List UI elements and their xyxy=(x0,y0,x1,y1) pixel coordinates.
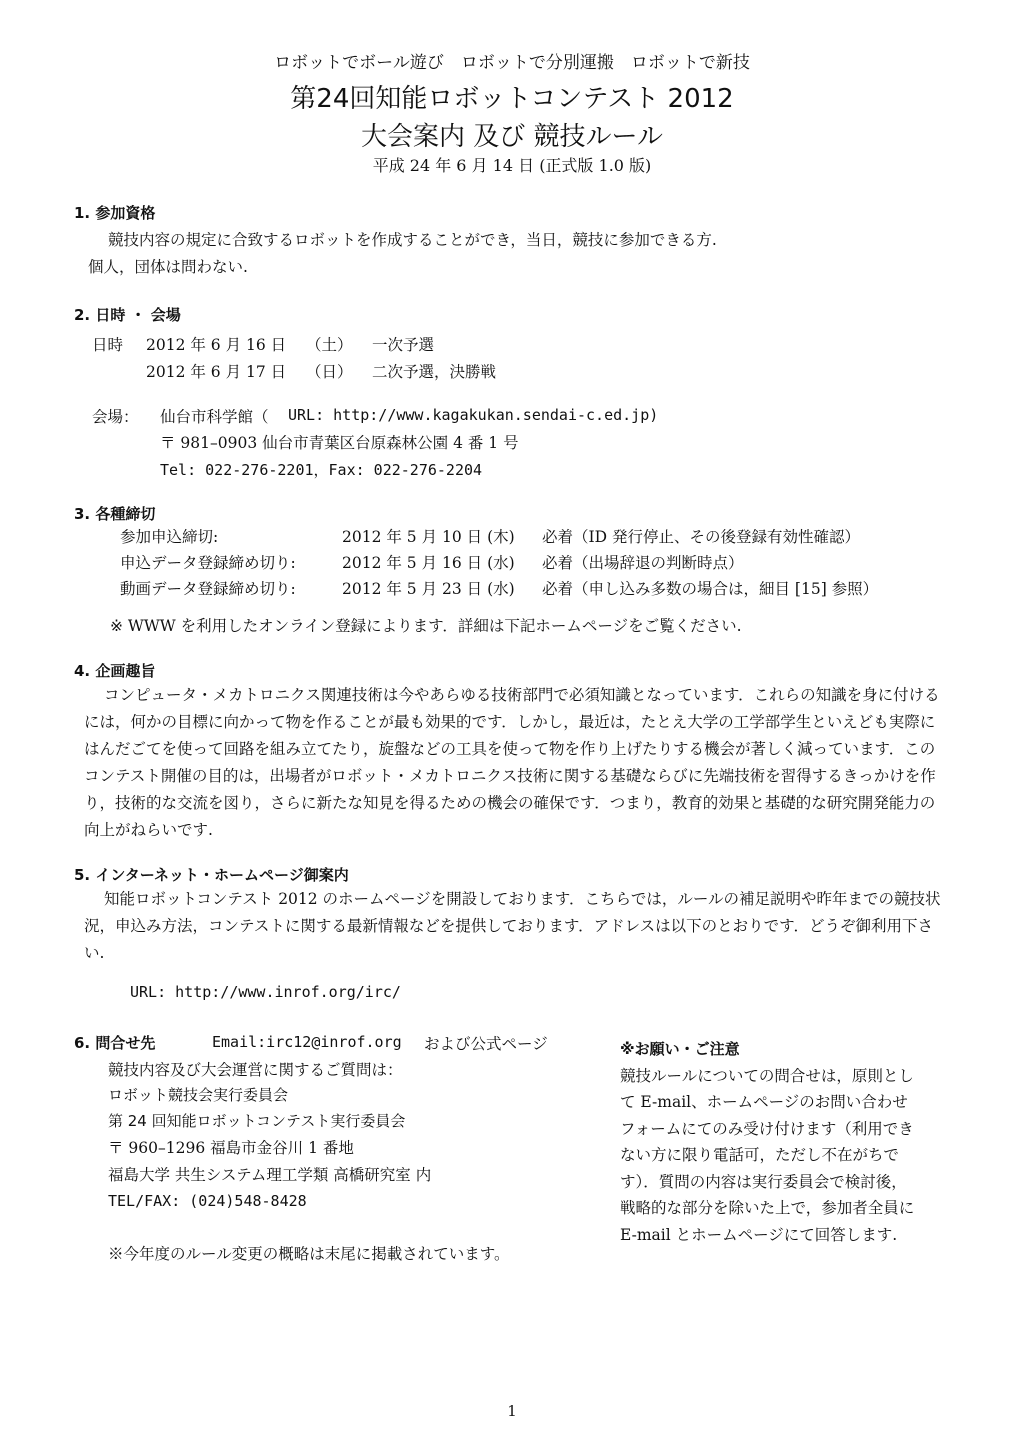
date-label: 日時 xyxy=(92,336,124,354)
tagline: ロボットでボール遊び ロボットで分別運搬 ロボットで新技 xyxy=(274,53,750,73)
contact-email[interactable]: Email:irc12@inrof.org xyxy=(212,1033,402,1051)
deadline-1-label: 参加申込締切: xyxy=(120,528,219,546)
venue-tel: Tel: 022-276-2201，Fax: 022-276-2204 xyxy=(160,461,483,479)
homepage-url[interactable]: URL: http://www.inrof.org/irc/ xyxy=(130,983,401,1001)
section-2-heading: 2. 日時 ・ 会場 xyxy=(74,306,181,324)
venue-address: 〒 981–0903 仙台市青葉区台原森林公園 4 番 1 号 xyxy=(160,434,519,452)
section-4-heading: 4. 企画趣旨 xyxy=(74,662,156,680)
deadline-3-note: 必着（申し込み多数の場合は，細目 [15] 参照） xyxy=(542,580,879,598)
day2-weekday: （日） xyxy=(306,363,353,381)
contact-lab: 福島大学 共生システム理工学類 高橋研究室 内 xyxy=(108,1166,432,1184)
deadline-3-label: 動画データ登録締め切り: xyxy=(120,580,296,598)
venue-label: 会場： xyxy=(92,408,139,426)
notice-box xyxy=(620,1036,920,1248)
notice-body: 競技ルールについての問合せは，原則として E-mail、ホームページのお問い合わせフォームにてのみ受け付けます（利用できない方に限り電話可，ただし不在がちです）．質問の内容は実行委員会で検討後，戦略的な部分を除いた上で，参加者全員に E-mail とホームページにて回答します. xyxy=(620,1066,915,1244)
section-1-heading: 1. 参加資格 xyxy=(74,204,156,222)
deadline-1-date: 2012 年 5 月 10 日 (木) xyxy=(342,528,515,546)
page-title: 第24回知能ロボットコンテスト 2012 xyxy=(290,84,734,114)
contact-email-suffix: および公式ページ xyxy=(424,1035,548,1053)
contact-intro: 競技内容及び大会運営に関するご質問は： xyxy=(108,1061,403,1079)
page-subtitle: 大会案内 及び 競技ルール xyxy=(360,122,663,152)
day1-event: 一次予選 xyxy=(372,336,435,354)
contact-address: 〒 960–1296 福島市金谷川 1 番地 xyxy=(108,1139,354,1157)
section-1-line-1: 競技内容の規定に合致するロボットを作成することができ，当日，競技に参加できる方. xyxy=(108,231,717,249)
contact-org-1: ロボット競技会実行委員会 xyxy=(108,1086,289,1104)
day2-event: 二次予選，決勝戦 xyxy=(372,363,497,381)
notice-title: ※お願い・ご注意 xyxy=(620,1040,740,1058)
rule-change-remark: ※今年度のルール変更の概略は末尾に掲載されています。 xyxy=(108,1245,510,1263)
section-1-line-2: 個人，団体は問わない. xyxy=(88,258,248,276)
day1-weekday: （土） xyxy=(306,336,353,354)
section-5-body: 知能ロボットコンテスト 2012 のホームページを開設しております．こちらでは，ルールの補足説明や昨年までの競技状況，申込み方法，コンテストに関する最新情報などを提供しております．アドレスは以下のとおりです．どうぞ御利用下さい. xyxy=(84,890,941,962)
venue-name: 仙台市科学館（ xyxy=(160,408,269,426)
deadline-2-date: 2012 年 5 月 16 日 (水) xyxy=(342,554,515,572)
deadline-2-label: 申込データ登録締め切り: xyxy=(120,554,296,572)
venue-url[interactable]: URL: http://www.kagakukan.sendai-c.ed.jp) xyxy=(288,406,659,424)
document-date: 平成 24 年 6 月 14 日 (正式版 1.0 版) xyxy=(372,156,652,175)
deadline-2-note: 必着（出場辞退の判断時点） xyxy=(542,554,744,572)
section-3-heading: 3. 各種締切 xyxy=(74,505,156,523)
day1-date: 2012 年 6 月 16 日 xyxy=(146,336,287,354)
contact-org-2: 第 24 回知能ロボットコンテスト実行委員会 xyxy=(108,1112,406,1130)
deadline-remark: ※ WWW を利用したオンライン登録によります．詳細は下記ホームページをご覧ください. xyxy=(110,617,742,635)
section-5-heading: 5. インターネット・ホームページ御案内 xyxy=(74,866,349,884)
deadline-1-note: 必着（ID 発行停止、その後登録有効性確認） xyxy=(542,528,860,546)
deadline-3-date: 2012 年 5 月 23 日 (水) xyxy=(342,580,515,598)
day2-date: 2012 年 6 月 17 日 xyxy=(146,363,287,381)
page-number: 1 xyxy=(507,1402,517,1420)
section-4-body: コンピュータ・メカトロニクス関連技術は今やあらゆる技術部門で必須知識となっています．これらの知識を身に付けるには，何かの目標に向かって物を作ることが最も効果的です．しかし，最近は，たとえ大学の工学部学生といえども実際にはんだごてを使って回路を組み立てたり，旋盤などの工具を使って物を作り上げたりする機会が著しく減っています．このコンテスト開催の目的は，出場者がロボット・メカトロニクス技術に関する基礎ならびに先端技術を習得するきっかけを作り，技術的な交流を図り，さらに新たな知見を得るための機会の確保です．つまり，教育的効果と基礎的な研究開発能力の向上がねらいです. xyxy=(84,686,940,839)
contact-telfax: TEL/FAX: (024)548-8428 xyxy=(108,1192,307,1210)
section-6-heading: 6. 問合せ先 xyxy=(74,1034,156,1052)
